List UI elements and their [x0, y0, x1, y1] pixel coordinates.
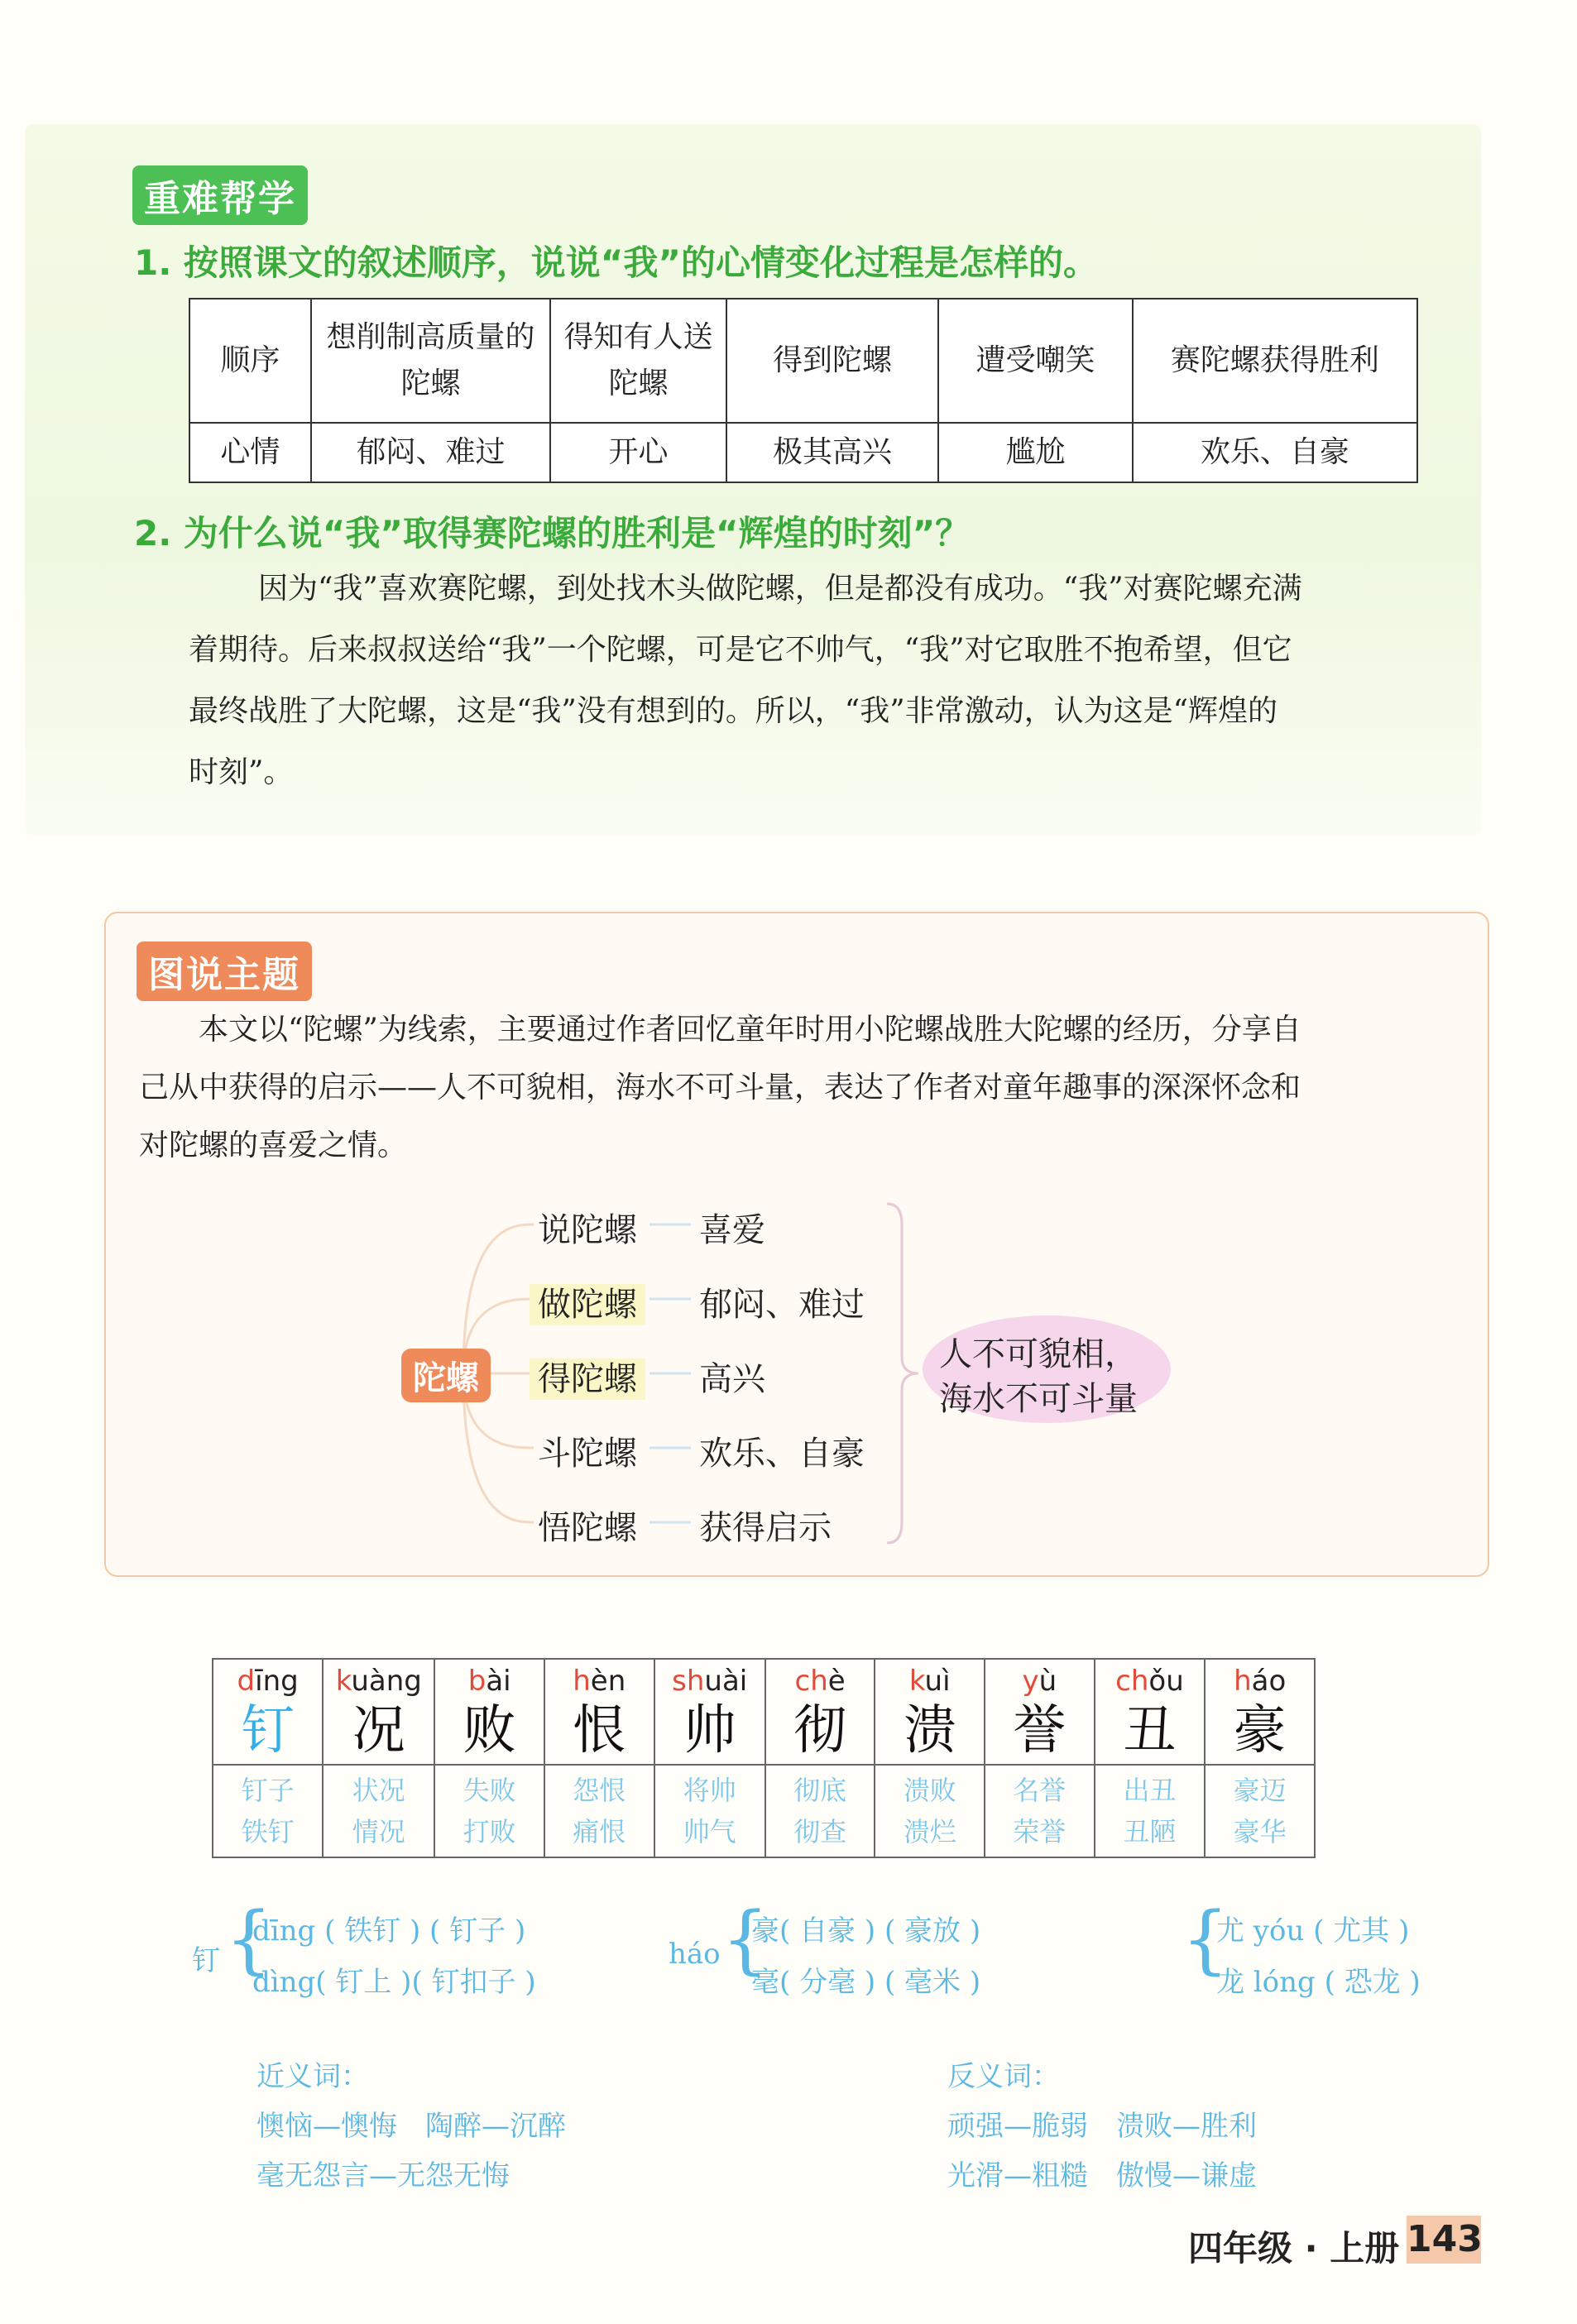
character: 况 [352, 1700, 405, 1761]
table-cell: 想削制高质量的陀螺 [311, 299, 550, 423]
character-cell [765, 1659, 875, 1765]
character-cell [544, 1659, 654, 1765]
words-cell [985, 1765, 1095, 1857]
pinyin [986, 1660, 1093, 1699]
character: 豪 [1233, 1700, 1287, 1761]
word: 痛恨 [573, 1816, 626, 1847]
pinyin-initial: k [908, 1665, 925, 1698]
character-cell [1205, 1659, 1315, 1765]
table-cell: 顺序 [189, 299, 311, 423]
pinyin [1206, 1660, 1313, 1699]
polyphone-ding-1: dīng ( 铁钉 ) ( 钉子 ) [252, 1914, 526, 1948]
section-tag-key-points: 重难帮学 [132, 165, 308, 225]
character: 恨 [573, 1700, 626, 1761]
words-cell [875, 1765, 985, 1857]
table-cell: 赛陀螺获得胜利 [1133, 299, 1417, 423]
pinyin-initial: k [335, 1665, 352, 1698]
table-cell: 尴尬 [938, 423, 1133, 482]
word: 溃烂 [903, 1816, 956, 1847]
mindmap-feeling: 郁闷、难过 [699, 1286, 865, 1324]
character: 丑 [1123, 1700, 1177, 1761]
character: 彻 [793, 1700, 847, 1761]
character-row [213, 1659, 1315, 1765]
pinyin [324, 1660, 433, 1699]
pinyin-final: ù [1038, 1665, 1057, 1698]
table-cell: 得知有人送陀螺 [550, 299, 726, 423]
question-2: 2. 为什么说“我”取得赛陀螺的胜利是“辉煌的时刻”？ [134, 513, 971, 553]
grade-label: 四年级 · 上册 [1188, 2228, 1400, 2269]
answer-line: 着期待。后来叔叔送给“我”一个陀螺，可是它不帅气，“我”对它取胜不抱希望，但它 [189, 633, 1292, 667]
words-cell [434, 1765, 544, 1857]
pinyin [876, 1660, 983, 1699]
word-pair [656, 1766, 764, 1856]
words-cell [323, 1765, 434, 1857]
words-cell [544, 1765, 654, 1857]
word: 打败 [463, 1816, 516, 1847]
words-cell [213, 1765, 323, 1857]
mindmap-branch: 悟陀螺 [538, 1509, 637, 1547]
mindmap-feeling: 获得启示 [699, 1509, 832, 1547]
character: 誉 [1013, 1700, 1067, 1761]
pinyin-initial: b [467, 1665, 487, 1698]
similar-char-1: 尤 yóu ( 尤其 ) [1216, 1914, 1410, 1948]
table-cell: 开心 [550, 423, 726, 482]
words-cell [1205, 1765, 1315, 1857]
pinyin-initial: y [1022, 1665, 1039, 1698]
word: 帅气 [683, 1816, 736, 1847]
polyphone-ding-label: 钉 [192, 1944, 220, 1977]
pinyin-final: uì [924, 1665, 951, 1698]
table-cell: 欢乐、自豪 [1133, 423, 1417, 482]
table-cell: 郁闷、难过 [311, 423, 550, 482]
summary-line: 本文以“陀螺”为线索，主要通过作者回忆童年时用小陀螺战胜大陀螺的经历，分享自 [199, 1013, 1301, 1047]
character: 溃 [903, 1700, 956, 1761]
character-cell [985, 1659, 1095, 1765]
character-cell [434, 1659, 544, 1765]
homophone-hao-label: háo [669, 1938, 721, 1971]
word: 彻底 [793, 1775, 847, 1806]
pinyin-initial: ch [1115, 1665, 1149, 1698]
polyphone-ding-2: dìng( 钉上 )( 钉扣子 ) [252, 1966, 536, 1999]
word-pair [767, 1766, 874, 1856]
pinyin-final: ǒu [1148, 1665, 1184, 1698]
pinyin-initial: ch [794, 1665, 828, 1698]
word: 豪迈 [1233, 1775, 1287, 1806]
word-pair [546, 1766, 653, 1856]
word: 名誉 [1013, 1775, 1067, 1806]
word: 荣誉 [1013, 1816, 1067, 1847]
antonyms-title: 反义词： [947, 2060, 1060, 2093]
character: 钉 [241, 1700, 295, 1761]
pinyin-initial: h [573, 1665, 591, 1698]
pinyin-initial: h [1234, 1665, 1252, 1698]
word: 豪华 [1233, 1816, 1287, 1847]
antonyms-line: 顽强—脆弱 溃败—胜利 [947, 2110, 1257, 2143]
words-cell [654, 1765, 765, 1857]
brace: { [1182, 1896, 1229, 1983]
character: 败 [463, 1700, 516, 1761]
mindmap-feeling: 欢乐、自豪 [699, 1435, 865, 1473]
conclusion-line: 海水不可斗量 [939, 1380, 1138, 1418]
pinyin [546, 1660, 653, 1699]
pinyin-final: áo [1251, 1665, 1287, 1698]
mindmap-branch: 斗陀螺 [538, 1435, 637, 1473]
word-pair [876, 1766, 983, 1856]
pinyin [214, 1660, 321, 1699]
word-pair [1206, 1766, 1313, 1856]
character: 帅 [683, 1700, 736, 1761]
pinyin-final: īng [255, 1665, 299, 1698]
pinyin-initial: d [237, 1665, 256, 1698]
table-cell: 得到陀螺 [726, 299, 938, 423]
answer-line: 最终战胜了大陀螺，这是“我”没有想到的。所以，“我”非常激动，认为这是“辉煌的 [189, 694, 1278, 728]
word: 钉子 [241, 1775, 295, 1806]
summary-line: 己从中获得的启示——人不可貌相，海水不可斗量，表达了作者对童年趣事的深深怀念和 [139, 1071, 1301, 1104]
conclusion-bubble [923, 1315, 1171, 1423]
pinyin-final: uài [704, 1665, 748, 1698]
word: 怨恨 [573, 1775, 626, 1806]
summary-line: 对陀螺的喜爱之情。 [139, 1128, 408, 1162]
word-pair [324, 1766, 433, 1856]
pinyin [1096, 1660, 1204, 1699]
word: 情况 [352, 1816, 405, 1847]
mindmap-branch: 得陀螺 [530, 1358, 645, 1400]
word: 状况 [352, 1775, 405, 1806]
word-pair [1096, 1766, 1204, 1856]
word-pair [214, 1766, 321, 1856]
mindmap-branch: 做陀螺 [530, 1284, 645, 1325]
brace: { [721, 1896, 769, 1983]
word: 彻查 [793, 1816, 847, 1847]
synonyms-title: 近义词： [256, 2060, 369, 2093]
answer-line: 因为“我”喜欢赛陀螺，到处找木头做陀螺，但是都没有成功。“我”对赛陀螺充满 [258, 572, 1302, 606]
pinyin-final: è [827, 1665, 846, 1698]
antonyms-line: 光滑—粗糙 傲慢—谦虚 [947, 2159, 1257, 2192]
character-cell [323, 1659, 434, 1765]
word: 溃败 [903, 1775, 956, 1806]
words-cell [765, 1765, 875, 1857]
table-cell: 心情 [189, 423, 311, 482]
mindmap-root: 陀螺 [401, 1349, 491, 1402]
character-cell [213, 1659, 323, 1765]
pinyin [436, 1660, 543, 1699]
conclusion-line: 人不可貌相， [939, 1335, 1138, 1373]
synonyms-line: 懊恼—懊悔 陶醉—沉醉 [256, 2110, 566, 2143]
section-tag-theme: 图说主题 [137, 942, 312, 1001]
character-cell [875, 1659, 985, 1765]
pinyin-initial: sh [672, 1665, 705, 1698]
words-cell [1095, 1765, 1206, 1857]
character-table [212, 1658, 1316, 1858]
word: 出丑 [1123, 1775, 1177, 1806]
answer-line: 时刻”。 [189, 755, 294, 789]
words-row [213, 1765, 1315, 1857]
table-cell: 极其高兴 [726, 423, 938, 482]
synonyms-line: 毫无怨言—无怨无悔 [256, 2159, 510, 2192]
word: 铁钉 [241, 1816, 295, 1847]
character-cell [1095, 1659, 1206, 1765]
word: 将帅 [683, 1775, 736, 1806]
pinyin-final: ài [486, 1665, 511, 1698]
word: 失败 [463, 1775, 516, 1806]
pinyin [656, 1660, 764, 1699]
pinyin [767, 1660, 874, 1699]
word-pair [986, 1766, 1093, 1856]
pinyin-final: èn [590, 1665, 626, 1698]
homophone-hao-1: 豪( 自豪 ) ( 豪放 ) [751, 1914, 981, 1948]
brace: { [225, 1896, 273, 1983]
similar-char-2: 龙 lóng ( 恐龙 ) [1216, 1966, 1421, 1999]
mindmap-feeling: 喜爱 [699, 1211, 765, 1249]
word-pair [436, 1766, 543, 1856]
word: 丑陋 [1123, 1816, 1177, 1847]
mindmap-branch: 说陀螺 [538, 1211, 637, 1249]
mindmap-feeling: 高兴 [699, 1360, 765, 1398]
homophone-hao-2: 毫( 分毫 ) ( 毫米 ) [751, 1966, 981, 1999]
question-1: 1. 按照课文的叙述顺序，说说“我”的心情变化过程是怎样的。 [134, 242, 1099, 283]
character-cell [654, 1659, 765, 1765]
pinyin-final: uàng [351, 1665, 422, 1698]
page-number: 143 [1407, 2216, 1481, 2264]
table-cell: 遭受嘲笑 [938, 299, 1133, 423]
